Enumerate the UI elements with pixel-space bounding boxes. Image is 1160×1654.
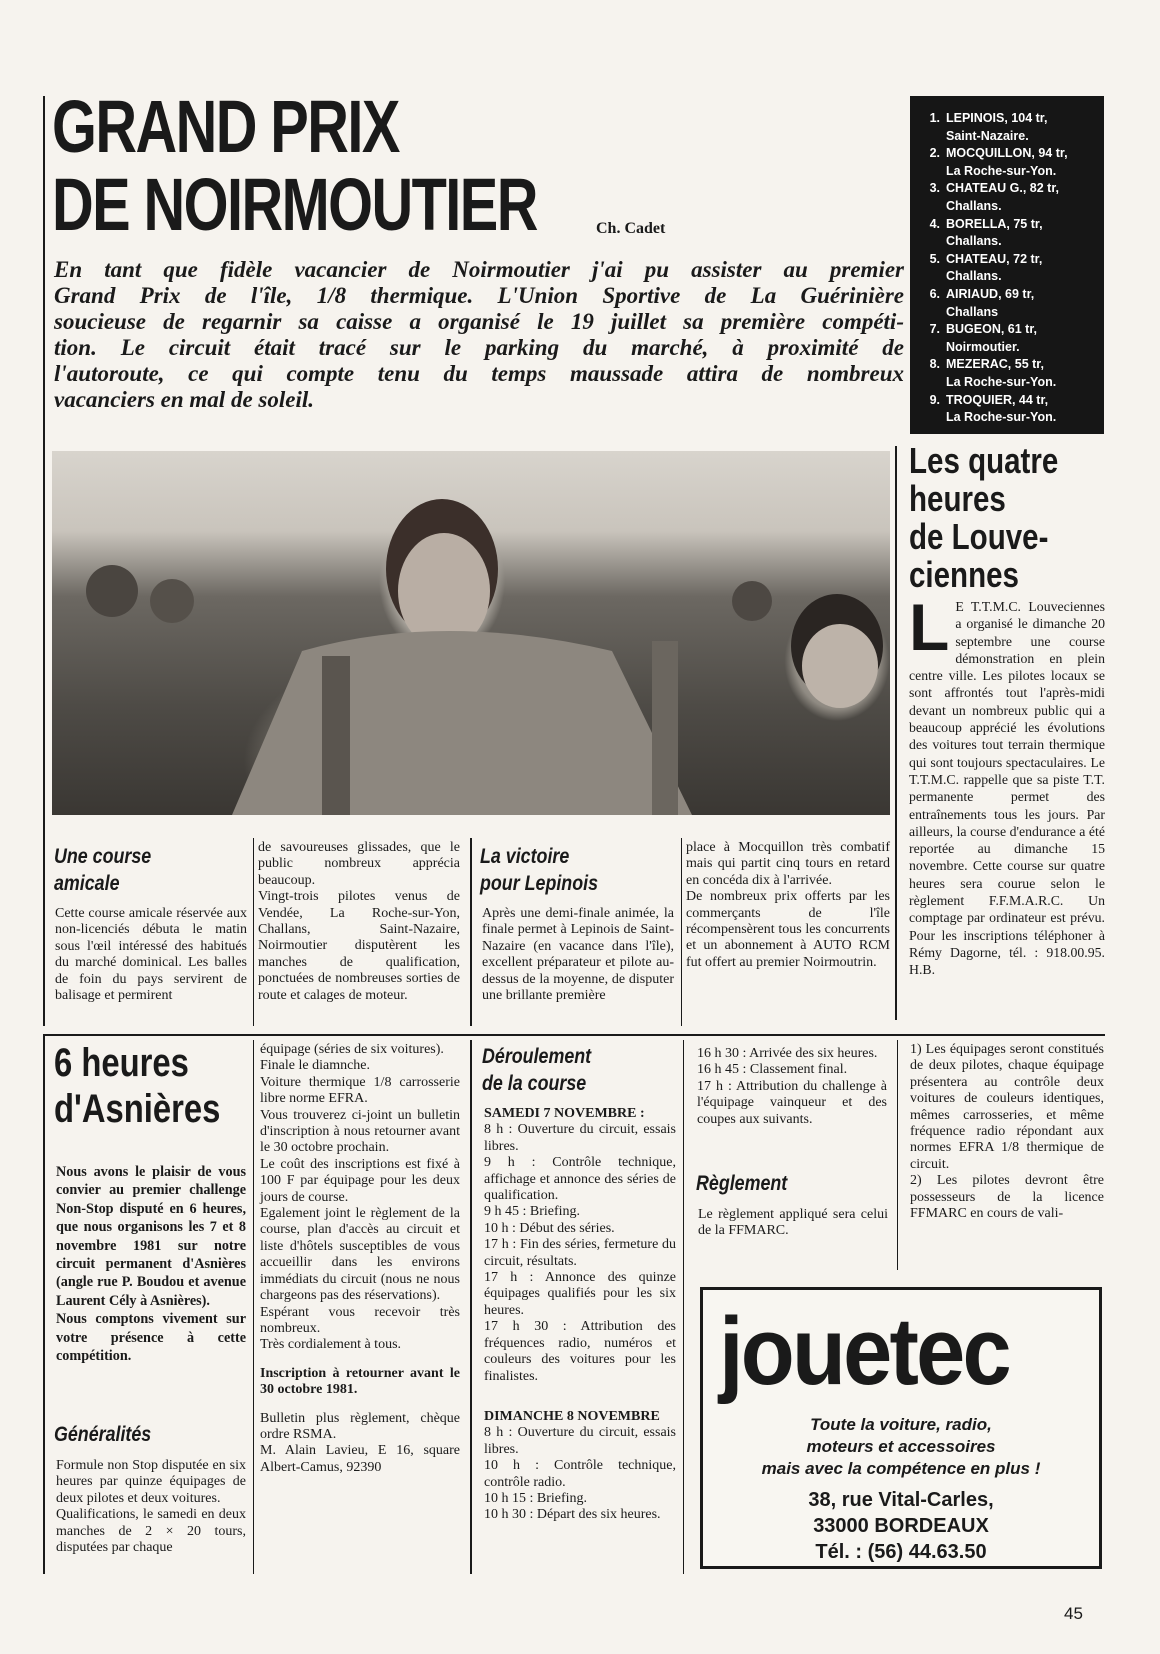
left-rule (43, 1034, 45, 1574)
jouetec-logo: jouetec (719, 1298, 1009, 1405)
results-box: 1. LEPINOIS, 104 tr, Saint-Nazaire. 2. MOCQUILLON, 94 tr, La Roche-sur-Yon. 3. CHATEAU G., 82 tr, Challans. 4. BORELLA, 75 tr, Challans. 5. CHATEAU, 72 tr, Challans. 6. AIRIAUD, 69 tr, Challans 7. BUGEON, 61 tr, Noirmoutier. 8. MEZERAC, 55 tr, La Roche-sur-Yon. 9. TROQUIER, 44 tr, La Roche-sur-Yon. (910, 96, 1104, 434)
result-item: 2. MOCQUILLON, 94 tr, (929, 146, 1068, 161)
result-item: 9. TROQUIER, 44 tr, (929, 392, 1049, 407)
result-item: 4. BORELLA, 75 tr, (929, 216, 1043, 231)
race-photo (52, 451, 890, 815)
result-item: 1. LEPINOIS, 104 tr, (929, 111, 1048, 125)
article-col1: Cette course amicale réservée aux non-licenciés débuta le matin sous l'œil intéressé des habitués du marché dominical. Les balles de foin du pays servirent de balisage et permirent (55, 906, 247, 1004)
section-divider (43, 1034, 1105, 1036)
result-item: 3. CHATEAU G., 82 tr, (929, 181, 1059, 196)
subhead-victoire: La victoire pour Lepinois (480, 845, 599, 895)
column-rule (897, 1040, 898, 1270)
page-number: 45 (1064, 1604, 1083, 1623)
article-col4: place à Mocquillon très combatif mais qui partit cinq tours en retard en concéda dix à l'arrivée. De nombreux prix offerts par les commerçants de l'île récompensèrent tous les concurrents et un abonnement à AUTO RCM fut offert au premier Noirmoutrin. (686, 840, 890, 970)
photo-bottle (652, 641, 678, 815)
subhead-reglement: Règlement (696, 1172, 788, 1195)
subhead-course-amicale: Une course amicale (54, 845, 152, 895)
result-item: 6. AIRIAUD, 69 tr, (929, 286, 1035, 301)
jouetec-ad (700, 1287, 1102, 1569)
column-rule (470, 838, 472, 1026)
ad-address: 38, rue Vital-Carles, 33000 BORDEAUX Tél. : (56) 44.63.50 (808, 1489, 994, 1563)
column-rule (470, 1040, 472, 1574)
result-item: 7. BUGEON, 61 tr, (929, 322, 1037, 337)
louveciennes-text: L E T.T.M.C. Louveciennes a organisé le dimanche 20 septembre une course démonstration en plein centre ville. Les pilotes locaux se sont affrontés tout l'après-midi devant un nombreux public qui a beaucoup apprécié les évolutions des voitures tout terrain thermique qui sont toujours spectaculaires. Le T.T.M.C. rappelle que sa piste T.T. permanente permet des entraînements tous les jours. Par ailleurs, la course d'endurance a été reportée au dimanche 15 novembre. Cette course sur quatre heures sera courue selon le règlement F.F.M.A.R.C. Un comptage par ordinateur est prévu. Pour les inscriptions téléphoner à Rémy Dagorne, tél. : 918.00.95. H.B. (909, 590, 1105, 978)
left-rule (43, 96, 45, 1026)
photo-jacket (232, 631, 692, 815)
dropcap: L (909, 590, 950, 664)
article-col2: de savoureuses glissades, que le public nombreux apprécia beaucoup. Vingt-trois pilotes venus de Vendée, La Roche-sur-Yon, Challans, Saint-Nazaire, Noirmoutier disputèrent les manches de qualification, ponctuées de nombreuses sorties de route et calages de moteur. (258, 840, 460, 1003)
photo-face (802, 624, 878, 708)
asnieres-col3: SAMEDI 7 NOVEMBRE : 8 h : Ouverture du circuit, essais libres. 9 h : Contrôle technique, affichage et annonce des séries de qualification. 9 h 45 : Briefing. 10 h : Début des séries. 17 h : Fin des séries, fermeture du circuit, résultats. 17 h : Annonce des quinze équipages qualifiés pour les six heures. 17 h 30 : Attribution des fréquences radio, numéros et couleurs des voitures pour les finalistes. DIMANCHE 8 NOVEMBRE 8 h : Ouverture du circuit, essais libres. 10 h : Contrôle technique, contrôle radio. 10 h 15 : Briefing. 10 h 30 : Départ des six heures. (484, 1106, 676, 1523)
louveciennes-title: Les quatre heures de Louve- ciennes (909, 440, 1059, 595)
column-rule (253, 838, 254, 1026)
photo-figures (52, 451, 890, 815)
column-rule (895, 446, 897, 1020)
asnieres-col2: équipage (séries de six voitures). Finale le diamnche. Voiture thermique 1/8 carrosserie libre norme EFRA. Vous trouverez ci-joint un bulletin d'inscription à nous retourner avant le 30 octobre prochain. Le coût des inscriptions est fixé à 100 F par équipage pour les deux jours de course. Egalement joint le règlement de la course, plan d'accès au circuit et liste d'hôtels susceptibles de vous accueillir dans les environs immédiats du circuit (nous ne nous chargeons pas des réservations). Espérant vous recevoir très nombreux. Très cordialement à tous. Inscription à retourner avant le 30 octobre 1981. Bulletin plus règlement, chèque ordre RSMA. M. Alain Lavieu, E 16, square Albert-Camus, 92390 (260, 1042, 460, 1475)
photo-bottle (322, 656, 350, 815)
author: Ch. Cadet (596, 220, 666, 237)
subhead-deroulement: Déroulement de la course (482, 1045, 592, 1095)
column-rule (681, 838, 682, 1026)
asnieres-reglement: Le règlement appliqué sera celui de la FFMARC. (698, 1207, 888, 1239)
photo-crowd (732, 581, 772, 621)
result-item: 8. MEZERAC, 55 tr, (929, 357, 1044, 372)
asnieres-col5: 1) Les équipages seront constitués de deux pilotes, chaque équipage présentera au contrôle deux voitures de couleurs identiques, mêmes carrosseries, et même fréquence radio répondant aux normes EFRA 1/8 thermique de circuit. 2) Les pilotes devront être possesseurs de la licence FFMARC en cours de vali- (910, 1042, 1104, 1222)
subhead-generalites: Généralités (54, 1423, 152, 1446)
article-title: GRAND PRIX DE NOIRMOUTIER (52, 85, 537, 246)
asnieres-col4: 16 h 30 : Arrivée des six heures. 16 h 45 : Classement final. 17 h : Attribution du challenge à l'équipage vainqueur et des coupes aux suivants. (697, 1046, 887, 1127)
column-rule (253, 1040, 254, 1574)
asnieres-generalites: Formule non Stop disputée en six heures par quinze équipages de deux pilotes et deux voitures. Qualifications, le samedi en deux manches de 2 × 20 tours, disputées par chaque (56, 1458, 246, 1556)
article-lead: En tant que fidèle vacancier de Noirmoutier j'ai pu assister au premier Grand Prix de l'île, 1/8 thermique. L'Union Sportive de La Guérinière soucieuse de regarnir sa caisse a organisé le 19 juillet sa première compéti- tion. Le circuit était tracé sur le parking du marché, à proximité de l'autoroute, ce qui compte tenu du temps maussade attira de nombreux vacanciers en mal de soleil. (54, 257, 904, 412)
photo-crowd (150, 579, 194, 623)
photo-crowd (86, 565, 138, 617)
article-col3: Après une demi-finale animée, la finale permet à Lepinois de Saint-Nazaire (en vacance dans l'île), excellent préparateur et pilote au-dessus de la moyenne, de disputer une brillante première (482, 906, 674, 1004)
result-item: 5. CHATEAU, 72 tr, (929, 251, 1043, 266)
asnieres-intro: Nous avons le plaisir de vous convier au premier challenge Non-Stop disputé en 6 heures, que nous organisons les 7 et 8 novembre 1981 sur notre circuit permanent d'Asnières (angle rue P. Boudou et avenue Laurent Cély à Asnières). Nous comptons vivement sur votre présence à cette compétition. (56, 1164, 246, 1365)
column-rule (683, 1040, 684, 1574)
ad-tagline: Toute la voiture, radio, moteurs et accessoires mais avec la compétence en plus ! (761, 1415, 1041, 1478)
asnieres-title: 6 heures d'Asnières (54, 1041, 221, 1131)
